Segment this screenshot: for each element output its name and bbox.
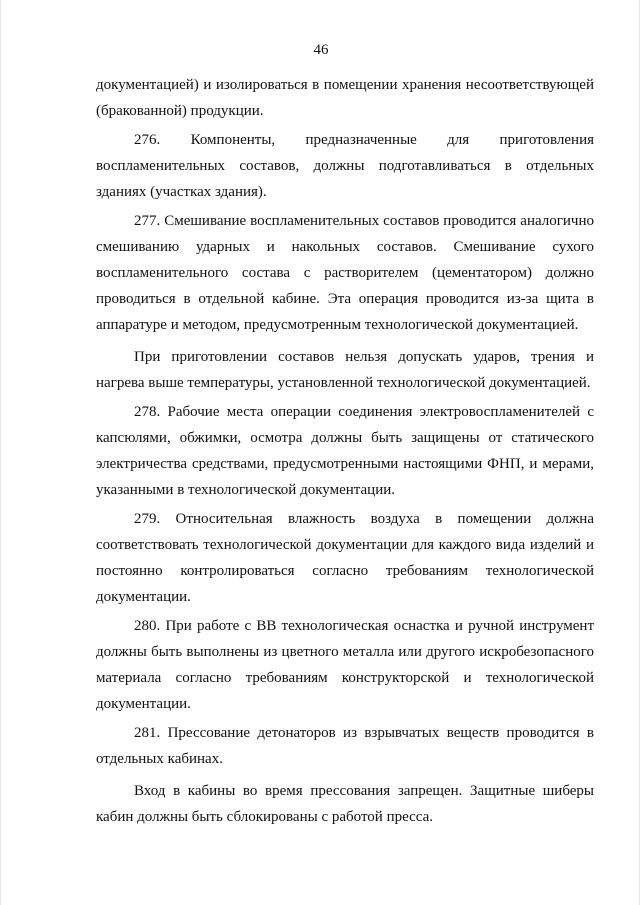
document-body — [96, 72, 594, 833]
page-number: 46 — [313, 42, 329, 58]
paragraph-279: 279. Относительная влажность воздуха в помещении должна соответствовать технологической документации для каждого вида изделий и постоянно контролироваться согласно требованиям технологической документации. — [96, 511, 594, 605]
paragraph-277-note: При приготовлении составов нельзя допускать ударов, трения и нагрева выше температуры, установленной технологической документацией. — [96, 349, 594, 391]
paragraph-276: 276. Компоненты, предназначенные для приготовления воспламенительных составов, должны подготавливаться в отдельных зданиях (участках здания). — [96, 132, 594, 200]
paragraph-278: 278. Рабочие места операции соединения электровоспламенителей с капсюлями, обжимки, осмотра должны быть защищены от статического электричества средствами, предусмотренными настоящими ФНП, и мерами, указанными в технологической документации. — [96, 404, 594, 498]
paragraph-281-note: Вход в кабины во время прессования запрещен. Защитные шиберы кабин должны быть сблокированы с работой пресса. — [96, 783, 594, 825]
paragraph-280: 280. При работе с ВВ технологическая оснастка и ручной инструмент должны быть выполнены из цветного металла или другого искробезопасного материала согласно требованиям конструкторской и технологической документации. — [96, 618, 594, 712]
paragraph-continuation: документацией) и изолироваться в помещении хранения несоответствующей (бракованной) продукции. — [96, 77, 594, 119]
paragraph-281: 281. Прессование детонаторов из взрывчатых веществ проводится в отдельных кабинах. — [96, 725, 594, 767]
paragraph-277: 277. Смешивание воспламенительных составов проводится аналогично смешиванию ударных и накольных составов. Смешивание сухого воспламенительного состава с растворителем (цементатором) должно проводиться в отдельной кабине. Эта операция проводится из-за щита в аппаратуре и методом, предусмотренным технологической документацией. — [96, 213, 594, 333]
